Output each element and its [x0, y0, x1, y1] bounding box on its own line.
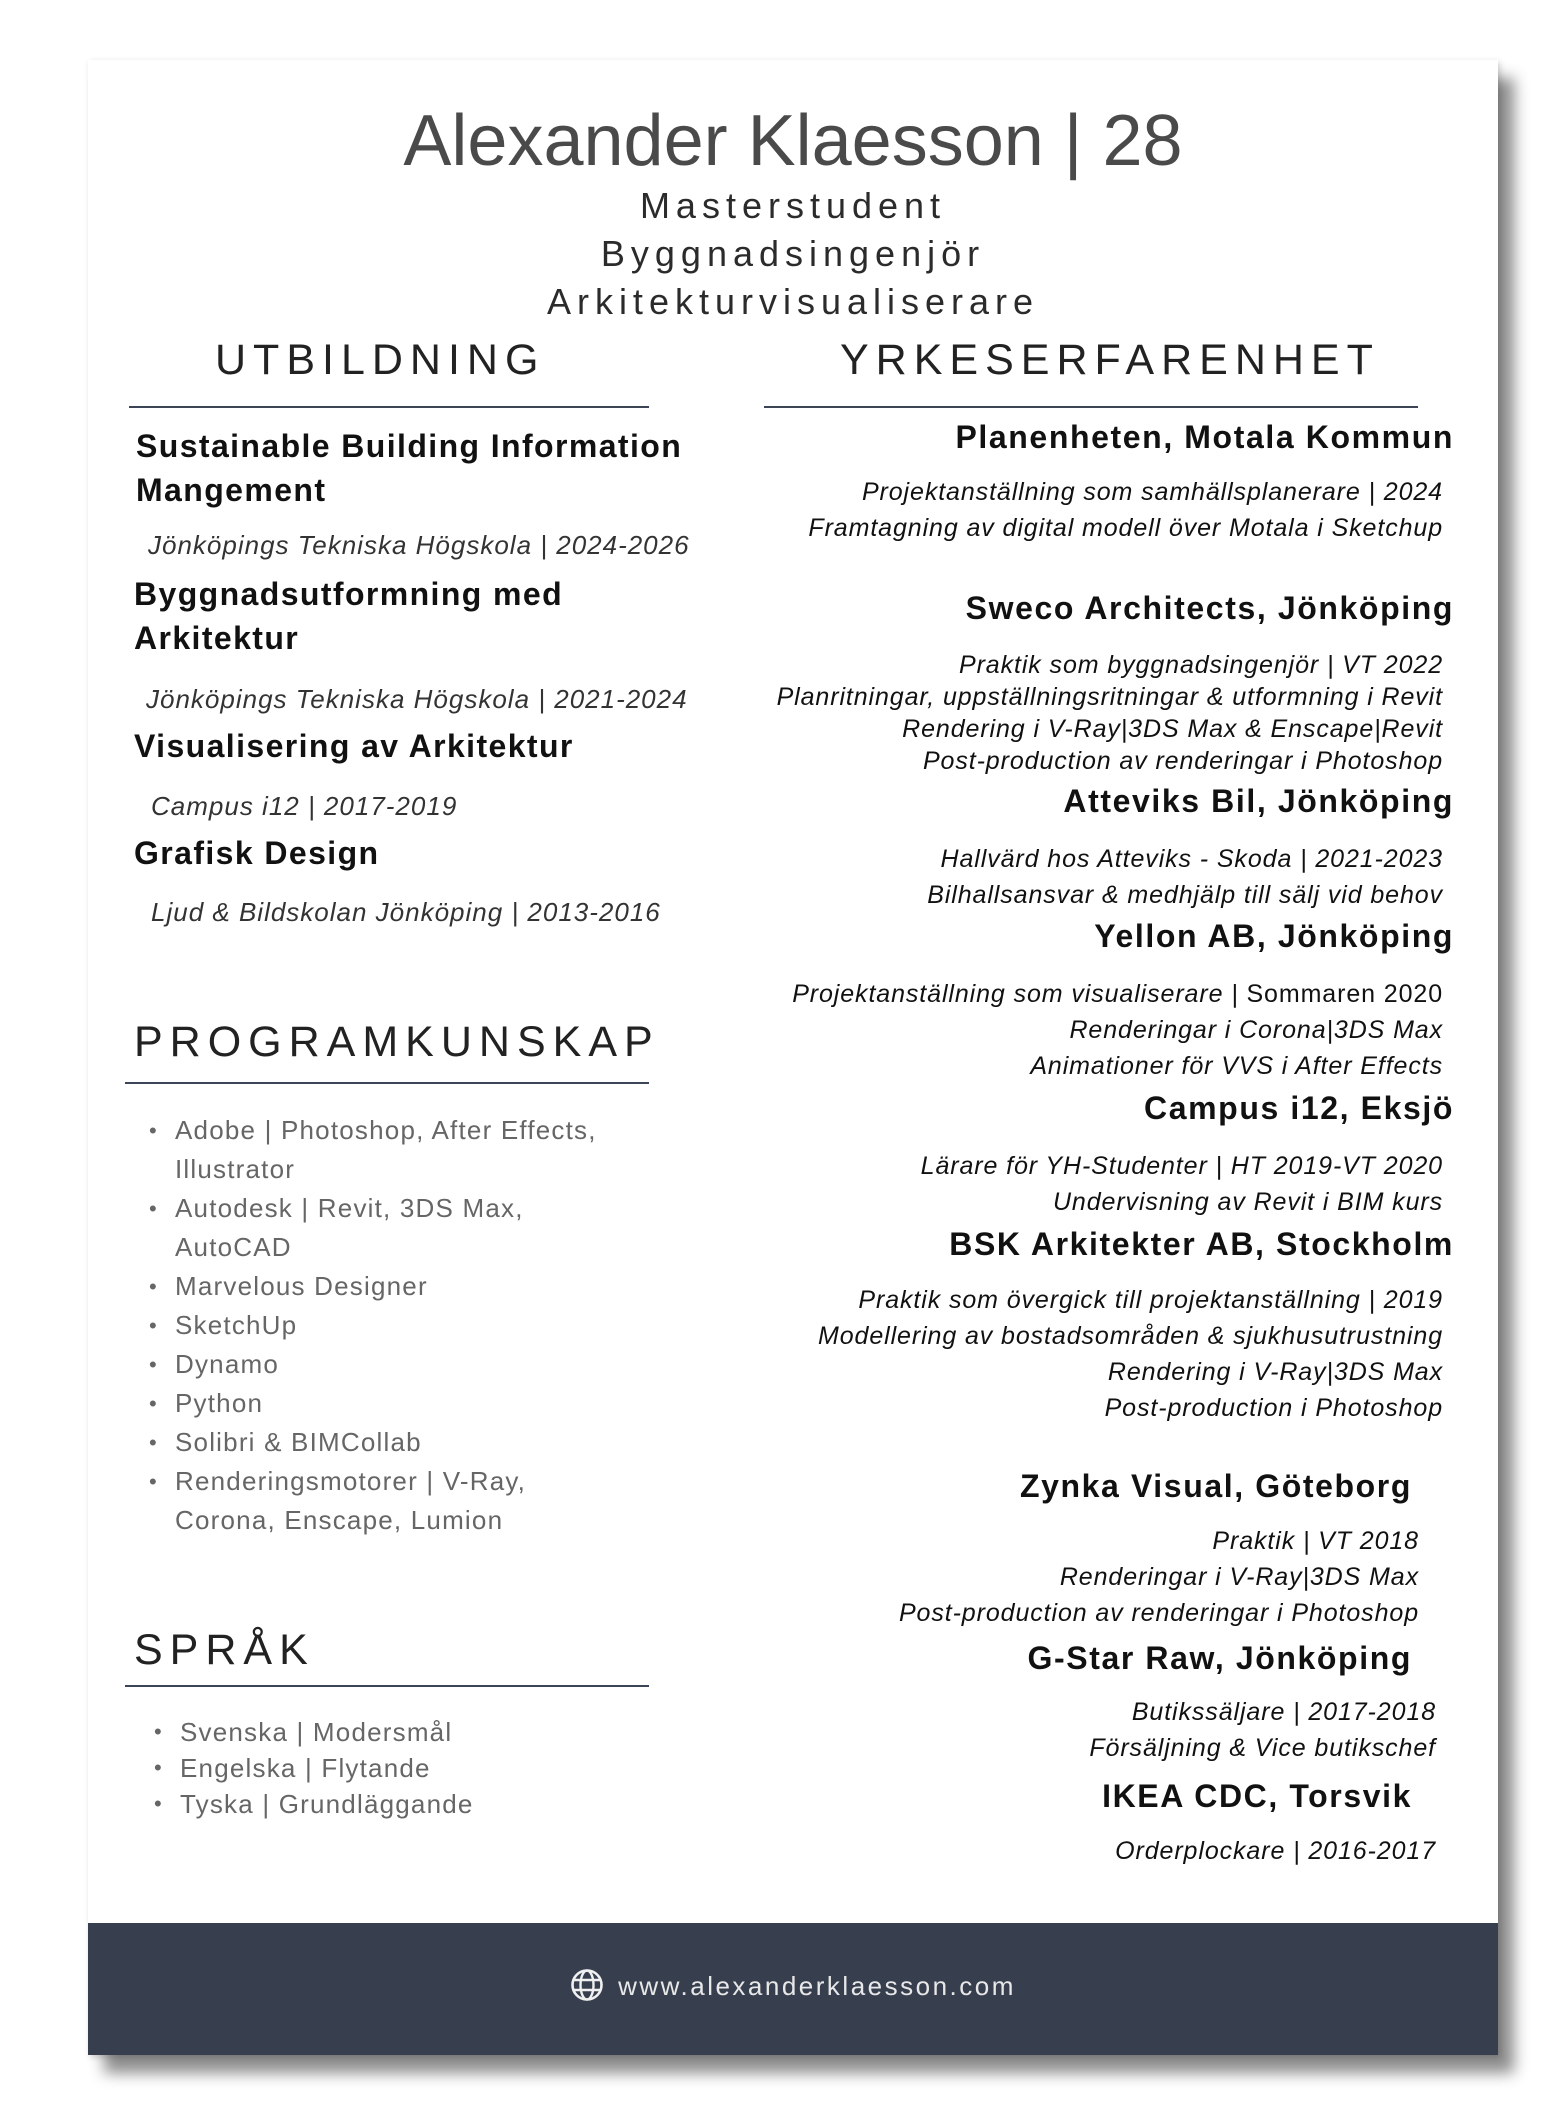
- job-title-gstar: G-Star Raw, Jönköping: [1027, 1640, 1412, 1676]
- job-title-bsk: BSK Arkitekter AB, Stockholm: [949, 1226, 1454, 1262]
- language-item: • Tyska | Grundläggande: [180, 1786, 474, 1822]
- job-title-campus-i12: Campus i12, Eksjö: [1144, 1090, 1454, 1126]
- education-heading: UTBILDNING: [215, 336, 546, 384]
- resume-page: [88, 60, 1498, 2055]
- languages-list: [180, 1714, 474, 1822]
- job-details-atteviks: [927, 841, 1443, 913]
- software-item: • Solibri & BIMCollab: [175, 1423, 635, 1462]
- education-school-1: Jönköpings Tekniska Högskola | 2024-2026: [148, 530, 690, 560]
- job-details-ikea: [1115, 1833, 1436, 1869]
- job-title-planenheten: Planenheten, Motala Kommun: [955, 419, 1454, 455]
- subtitle-arkitekturvisualiserare: Arkitekturvisualiserare: [546, 281, 1040, 322]
- job-details-gstar: [1089, 1694, 1436, 1766]
- job-line: Post-production av renderingar i Photoshop: [922, 747, 1443, 775]
- job-details-yellon: [792, 976, 1443, 1084]
- person-name: Alexander Klaesson | 28: [403, 101, 1183, 181]
- job-line: Praktik som övergick till projektanställning | 2019: [858, 1286, 1443, 1314]
- education-school-2: Jönköpings Tekniska Högskola | 2021-2024: [146, 684, 688, 714]
- job-line: Rendering i V-Ray|3DS Max: [1107, 1358, 1443, 1386]
- subtitle-masterstudent: Masterstudent: [639, 185, 947, 226]
- job-line: Orderplockare | 2016-2017: [1115, 1837, 1436, 1865]
- job-title-atteviks: Atteviks Bil, Jönköping: [1063, 783, 1454, 819]
- job-line: Hallvärd hos Atteviks - Skoda | 2021-2023: [940, 845, 1443, 873]
- job-line: Praktik | VT 2018: [1212, 1527, 1419, 1555]
- software-list: [175, 1111, 635, 1540]
- software-item: • Autodesk | Revit, 3DS Max, AutoCAD: [175, 1189, 555, 1267]
- software-item: • Python: [175, 1384, 635, 1423]
- job-title-zynka: Zynka Visual, Göteborg: [1019, 1468, 1412, 1504]
- job-line: Lärare för YH-Studenter | HT 2019-VT 2020: [920, 1152, 1443, 1180]
- footer-bar: [88, 1923, 1498, 2055]
- languages-heading: SPRÅK: [134, 1626, 315, 1674]
- education-school-3: Campus i12 | 2017-2019: [151, 791, 458, 821]
- job-line: Renderingar i Corona|3DS Max: [1069, 1016, 1443, 1044]
- job-line: Undervisning av Revit i BIM kurs: [1052, 1188, 1443, 1216]
- job-details-sweco: [777, 649, 1443, 777]
- subtitle-byggnadsingenjor: Byggnadsingenjör: [600, 233, 986, 274]
- education-title-1: Sustainable Building Information Mangement: [136, 428, 683, 508]
- software-item: • SketchUp: [175, 1306, 635, 1345]
- job-line: Renderingar i V-Ray|3DS Max: [1059, 1563, 1419, 1591]
- languages-divider: [125, 1685, 649, 1687]
- footer-contact: [88, 1971, 1498, 2005]
- education-school-4: Ljud & Bildskolan Jönköping | 2013-2016: [151, 897, 661, 927]
- job-line: Framtagning av digital modell över Motala i Sketchup: [808, 514, 1443, 542]
- job-details-campus-i12: [921, 1148, 1443, 1220]
- job-title-sweco: Sweco Architects, Jönköping: [965, 590, 1454, 626]
- job-line: Praktik som byggnadsingenjör | VT 2022: [959, 651, 1443, 679]
- job-line: Butikssäljare | 2017-2018: [1131, 1698, 1436, 1726]
- job-line: Bilhallsansvar & medhjälp till sälj vid behov: [927, 881, 1443, 909]
- job-line: Projektanställning som visualiserare | Sommaren 2020: [792, 980, 1443, 1008]
- software-item: • Dynamo: [175, 1345, 635, 1384]
- job-title-yellon: Yellon AB, Jönköping: [1094, 918, 1454, 954]
- job-line: Post-production av renderingar i Photoshop: [898, 1599, 1419, 1627]
- language-item: • Engelska | Flytande: [180, 1750, 474, 1786]
- software-item: • Marvelous Designer: [175, 1267, 635, 1306]
- job-title-ikea: IKEA CDC, Torsvik: [1102, 1778, 1412, 1814]
- job-line: Rendering i V-Ray|3DS Max & Enscape|Revit: [902, 715, 1443, 743]
- education-divider: [129, 406, 649, 408]
- job-line: Animationer för VVS i After Effects: [1030, 1052, 1443, 1080]
- job-details-bsk: [818, 1282, 1443, 1426]
- education-title-4: Grafisk Design: [134, 835, 380, 871]
- job-line: Planritningar, uppställningsritningar & utformning i Revit: [776, 683, 1443, 711]
- software-item: • Renderingsmotorer | V-Ray, Corona, Enscape, Lumion: [175, 1462, 555, 1540]
- job-details-planenheten: [808, 474, 1443, 546]
- experience-divider: [764, 406, 1418, 408]
- job-details-zynka: [899, 1523, 1419, 1631]
- software-divider: [125, 1082, 649, 1084]
- education-title-3: Visualisering av Arkitektur: [134, 728, 574, 764]
- experience-heading: YRKESERFARENHET: [840, 336, 1380, 384]
- education-title-2: Byggnadsutformning med Arkitektur: [134, 576, 564, 656]
- job-line: Projektanställning som samhällsplanerare | 2024: [861, 478, 1443, 506]
- software-item: • Adobe | Photoshop, After Effects, Illustrator: [175, 1111, 615, 1189]
- globe-icon: [570, 1968, 604, 2002]
- job-line: Post-production i Photoshop: [1104, 1394, 1443, 1422]
- website-link[interactable]: www.alexanderklaesson.com: [618, 1971, 1016, 2001]
- software-heading: PROGRAMKUNSKAP: [134, 1018, 660, 1066]
- job-line: Försäljning & Vice butikschef: [1089, 1734, 1436, 1762]
- language-item: • Svenska | Modersmål: [180, 1714, 474, 1750]
- job-line: Modellering av bostadsområden & sjukhusutrustning: [818, 1322, 1443, 1350]
